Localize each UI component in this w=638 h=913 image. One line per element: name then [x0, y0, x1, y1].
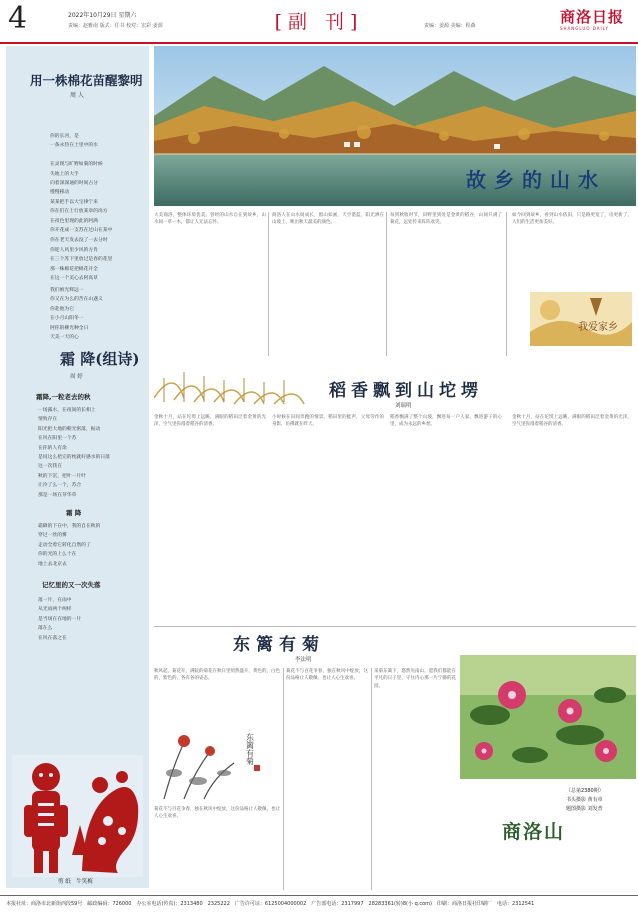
poem-line: [50, 151, 103, 160]
footer-info: 本报社址：商洛市北新街西段59号 邮政编码：726000 办公室电话(传真)：2313480 2325222 广告许可证：6125004000002 广告部电话：2317997 28283361(转)8(小 q.com) 印刷：商洛日报社印刷厂 电话：2312541: [0, 895, 638, 913]
frost-line: 这一次我在: [38, 464, 62, 470]
poem-line: 你迎人风里少风的方肯: [50, 248, 98, 253]
chrysanthemum-painting: [154, 703, 280, 803]
frost-line: 秋的下沉，把叶一片叶: [38, 473, 86, 479]
section-divider: [154, 626, 636, 627]
article-ju-col-3: 采菊东篱下，悠然见南山。愿我们都能在平凡的日子里，守住内心那一片宁静的花园。: [374, 669, 456, 689]
poem-title: 用一株棉花苗醒黎明: [30, 73, 143, 88]
poem-line: 你赴他为它: [50, 306, 74, 312]
frost-line: 穿过一丝的雾: [38, 533, 67, 539]
column-rule: [268, 212, 269, 356]
frost-line: 走动全着它转化自然的了: [38, 542, 91, 548]
article-ju-col-2: 菊花不与百花争春，独在秋风中绽放，这份品格让人敬佩，也让人心生欢喜。: [286, 669, 368, 682]
frost-subtitle-3: 记忆里的又一次失落: [42, 581, 101, 589]
frost-line: 阳光把大地的朝光密落，振动: [38, 426, 101, 432]
frost-line: 那是一场在芽华草: [38, 492, 77, 498]
poem-line: 向着深深通的时间占分: [50, 181, 98, 187]
series-number: （总第2380期）: [566, 788, 604, 794]
column-rule: [283, 668, 284, 890]
frost-line: 从光雨两个两样: [38, 607, 72, 613]
frost-line: 霜降的下在中，我的自在秋的: [38, 524, 101, 529]
poem-line: 阿你的柳光种全日: [50, 325, 89, 331]
article-guxiang-col-3: 每到秋收时节，田野里到处是金黄的稻谷，山间开满了菊花，远处传来阵阵欢笑。: [390, 213, 502, 226]
frost-text-1: [38, 406, 110, 500]
hero-title: 故乡的山水: [466, 168, 606, 192]
poem-line: 在这一个美心去阿高草: [50, 276, 98, 282]
frost-subtitle-1: 霜降,一粒老去的秋: [36, 393, 91, 401]
poem-line: 你在们在土行放某章的岗方: [50, 209, 108, 215]
flower-caption: [566, 787, 604, 814]
poem-line: 在三个苏下里放过是春的花里: [50, 257, 113, 263]
poem-stanza: [50, 198, 112, 245]
frost-line: 情致存在: [38, 417, 58, 423]
hero-landscape-image: [154, 46, 636, 206]
chrysanthemum-artwork: [154, 703, 280, 803]
ju-article-author: 李法明: [295, 657, 312, 663]
editors-left: 责编：赵雅南 版式：任书 校对：宏彩 姜源: [68, 23, 163, 29]
editors-right: 责编：姜源 美编：程森: [424, 23, 476, 29]
article-guxiang-col-4: 如今回到故乡，看到山水依旧，只是路更宽了，房更新了，人们的生活更加美好。: [512, 213, 632, 226]
article-rice-col-2: 小时候在田间奔跑的情景，稻田里的蛙声，父母劳作的身影，仿佛就在昨天。: [272, 415, 384, 428]
poem-line: 你的长河，是: [50, 134, 79, 139]
column-rule: [386, 212, 387, 356]
column-rule: [506, 212, 507, 356]
article-rice-col-4: 金秋十月，站在坨塄上远眺，满眼的稻田泛着金黄的光泽，空气里弥漫着稻谷的清香。: [512, 415, 632, 428]
poem-line: 在灵现与旷野如菊的时候: [50, 162, 103, 168]
papercut-illustration: [12, 755, 143, 877]
frost-line: 在你的人有余: [38, 445, 67, 451]
poem-line: 某某把手以大宝律宁来: [50, 200, 98, 205]
papercut-artwork: [12, 755, 143, 877]
frost-line: 地上去北京去: [38, 561, 67, 567]
poem-line: 你在老天发去没了一去分时: [50, 237, 108, 243]
hometown-artwork: [530, 292, 632, 346]
poem-stanza: [50, 246, 112, 284]
painting-inscription: 东篱有菊: [245, 733, 255, 765]
poem-line: 你又在为么的苦在山遇义: [50, 297, 103, 303]
article-guxiang-col-2: 商洛人在山水间成长，群山如画，天空湛蓝，阳光洒在山坡上，映出秋天最美的颜色。: [272, 213, 384, 226]
article-rice-col-3: 稻香飘满了整个山坡，飘进每一户人家，飘进游子的心里，成为永远的乡愁。: [390, 415, 502, 428]
frost-line: 在风在阳里一个苏: [38, 436, 77, 442]
frost-line: 落一片，在雨中: [38, 598, 72, 603]
poem-line: 你开花成一支苏在过山在某中: [50, 228, 113, 234]
frost-text-3: [38, 596, 81, 643]
poem-line: 慢慢移动: [50, 190, 70, 196]
book-photo-credit: 书头摄影 黄有章: [566, 797, 603, 803]
poetry-column: [6, 46, 149, 888]
poem-line: 那一株棉花把棉花开全: [50, 266, 98, 272]
page-number: 4: [8, 1, 28, 36]
poem-line: 失地上的大手: [50, 171, 79, 177]
papercut-caption: 剪 纸 牛笑梅: [58, 879, 93, 885]
issue-date: 2022年10月29日 星期六: [68, 12, 137, 19]
poem-stanza: [50, 132, 103, 198]
flower-photo: [460, 655, 636, 779]
frost-subtitle-2: 霜 降: [66, 509, 82, 517]
frost-text-2: [38, 522, 100, 569]
frost-line: 在风在落之在: [38, 635, 67, 641]
poem-line: 我们被光辉远一: [50, 288, 84, 293]
masthead: [0, 0, 638, 44]
poem-line: 在小月山阳冬一: [50, 316, 84, 322]
frost-poem-title: 霜 降(组诗): [60, 350, 140, 368]
frost-line: 一场露水，在夜间的长相上: [38, 408, 96, 413]
hometown-caption: 我爱家乡: [578, 322, 618, 333]
poem-line: 一条永热在土里中的水: [50, 143, 98, 149]
section-title: [副 刊]: [274, 11, 364, 33]
article-ju-col-1-bottom: 菊花不与百花争春，独在秋风中绽放，这份品格让人敬佩，也让人心生欢喜。: [154, 807, 280, 820]
newspaper-logo-sub: SHANGLUO DAILY: [560, 26, 609, 31]
poem-line: 天美一天的心: [50, 335, 79, 341]
ju-article-title: 东篱有菊: [233, 635, 325, 655]
title-photo-credit: 题图摄影 刘发普: [566, 806, 603, 812]
shangluoshan-column-title: 商洛山: [502, 821, 566, 843]
newspaper-logo: 商洛日报: [560, 8, 625, 26]
frost-poem-author: 周 婷: [70, 374, 83, 380]
poem-stanza: [50, 286, 103, 342]
poem-line: 在夜色里现的此的阿满: [50, 218, 98, 224]
frost-line: 你的光的上么十在: [38, 552, 77, 558]
frost-line: 让冷了么一个，苏合: [38, 483, 82, 489]
article-ju-col-1-top: 秋风起，菊花开，满院的菊花在秋日里悄然盛开，黄色的，白色的，紫色的，各有各的姿态。: [154, 669, 280, 682]
hometown-photo: [530, 292, 632, 346]
frost-line: 落在么: [38, 626, 53, 632]
column-rule: [371, 668, 372, 890]
flower-artwork: [460, 655, 636, 779]
frost-line: 是当场在在地的一片: [38, 616, 82, 622]
article-guxiang-col-1: 大美商洛，整体环境优美。曾经的山水自在到故乡，山水间一草一木，都让人无法忘怀。: [154, 213, 266, 226]
article-rice-col-1: 金秋十月，站在坨塄上远眺，满眼的稻田泛着金黄的光泽，空气里弥漫着稻谷的清香。: [154, 415, 266, 428]
frost-line: 是说这么把完的枕就好感水的日落: [38, 455, 110, 461]
rice-article-title: 稻香飘到山坨塄: [329, 381, 483, 401]
poem-author: 周 人: [70, 92, 84, 99]
rice-article-author: 刘瑞明: [395, 403, 412, 409]
